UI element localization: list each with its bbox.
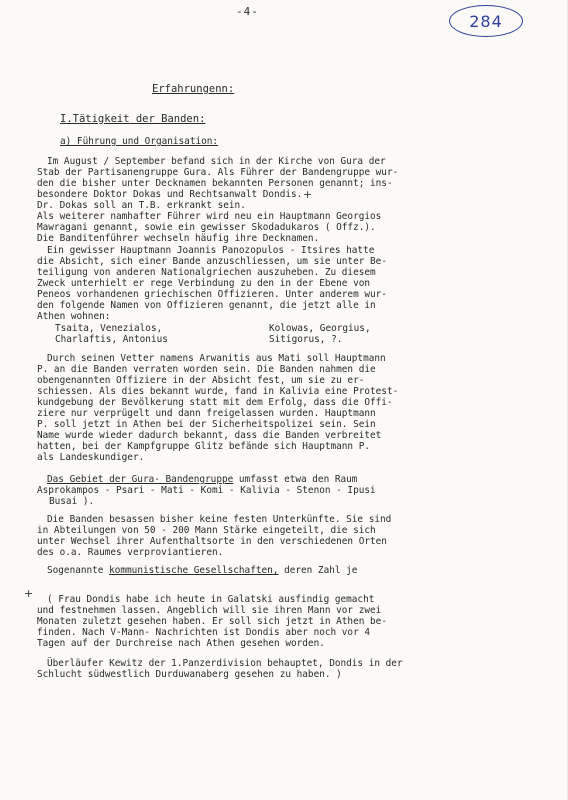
text-line: Stab der Partisanengruppe Gura. Als Führer der Bandengruppe wur- xyxy=(37,167,399,178)
handwritten-cross-mark: + xyxy=(24,587,34,600)
stamp-number-text: 284 xyxy=(469,11,503,31)
text-line: ( Frau Dondis habe ich heute in Galatski ausfindig gemacht xyxy=(47,594,375,605)
text-line: unter Wechsel ihrer Aufenthaltsorte in den verschiedenen Orten xyxy=(37,536,387,547)
officer-name: Sitigorus, ?. xyxy=(269,334,343,345)
communist-underlined: kommunistische Gesellschaften, xyxy=(109,565,279,576)
paragraph-communist-societies xyxy=(37,565,537,576)
text-line: Die Banden besassen bisher keine festen Unterkünfte. Sie sind xyxy=(47,514,392,525)
text-line: obengenannten Offiziere in der Absicht fest, um sie zu er- xyxy=(37,375,365,386)
text-line: und festnehmen lassen. Angeblich will sie ihren Mann vor zwei xyxy=(37,605,382,616)
document-title: Erfahrungenn: xyxy=(152,83,235,95)
text-line: Als weiterer namhafter Führer wird neu ein Hauptmann Georgios xyxy=(37,211,382,222)
officer-name: Kolowas, Georgius, xyxy=(269,323,371,334)
section-heading: I.Tätigkeit der Banden: xyxy=(60,113,206,125)
paragraph-leadership xyxy=(37,156,537,244)
text-line: die Absicht, sich einer Bande anzuschliessen, um sie unter Be- xyxy=(37,256,387,267)
text-line: P. an die Banden verraten worden sein. Die Banden nahmen die xyxy=(37,364,376,375)
text-line: in Abteilungen von 50 - 200 Mann Stärke eingeteilt, die sich xyxy=(37,525,376,536)
text-line: hatten, bei der Kampfgruppe Glitz befände sich Hauptmann P. xyxy=(37,441,371,452)
text-line xyxy=(37,474,537,485)
text-line: den folgende Namen von Offizieren genannt, die jetzt alle in xyxy=(37,300,376,311)
text-line: kundgebung der Bevölkerung statt mit dem Erfolg, dass die Offi- xyxy=(37,397,393,408)
text-line: Im August / September befand sich in der Kirche von Gura der xyxy=(47,156,386,167)
text-line: Überläufer Kewitz der 1.Panzerdivision behauptet, Dondis in der xyxy=(47,658,403,669)
paragraph-panozopulos xyxy=(37,245,537,322)
communist-suffix: deren Zahl je xyxy=(278,565,358,576)
text-line: besondere Doktor Dokas und Rechtsanwalt Dondis. xyxy=(37,189,303,200)
text-line: Mawragani genannt, sowie ein gewisser Skodadukaros ( Offz.). xyxy=(37,222,376,233)
text-line: Schlucht südwestlich Durduwanaberg gesehen zu haben. ) xyxy=(37,669,342,680)
text-line: Peneos vorhandenen griechischen Offizieren. Unter anderem wur- xyxy=(37,289,387,300)
handwritten-cross-mark: + xyxy=(303,188,313,201)
text-line: teiligung von anderen Nationalgriechen auszuheben. Zu diesem xyxy=(37,267,376,278)
paragraph-betrayal xyxy=(37,353,537,463)
paragraph-quarters xyxy=(37,514,537,558)
text-line: schiessen. Als dies bekannt wurde, fand in Kalivia eine Protest- xyxy=(37,386,399,397)
territory-rest: umfasst etwa den Raum xyxy=(233,474,358,485)
text-line: Monaten zuletzt gesehen haben. Er soll sich jetzt in Athen be- xyxy=(37,616,387,627)
text-line: Zweck unterhielt er rege Verbindung zu den in der Ebene von xyxy=(37,278,371,289)
text-line: ziere nur verprügelt und dann freigelassen wurden. Hauptmann xyxy=(37,408,376,419)
officer-name: Tsaita, Venezialos, xyxy=(55,323,163,334)
archive-stamp-number xyxy=(449,5,523,37)
page-number: -4- xyxy=(236,5,259,18)
paragraph-territory xyxy=(37,474,537,507)
text-line: Ein gewisser Hauptmann Joannis Panozopulos - Itsires hatte xyxy=(47,245,375,256)
paragraph-kewitz xyxy=(37,658,537,680)
text-line: Busai ). xyxy=(49,496,95,507)
text-line: Dr. Dokas soll an T.B. erkrankt sein. xyxy=(37,200,246,211)
text-line: des o.a. Raumes verproviantieren. xyxy=(37,547,224,558)
paragraph-frau-dondis xyxy=(37,594,537,649)
text-line: Tagen auf der Durchreise nach Athen gesehen worden. xyxy=(37,638,325,649)
text-line xyxy=(37,565,537,576)
officer-name: Charlaftis, Antonius xyxy=(55,334,168,345)
text-line: Name wurde wieder dadurch bekannt, dass die Banden verbreitet xyxy=(37,430,382,441)
text-line: finden. Nach V-Mann- Nachrichten ist Dondis aber noch vor 4 xyxy=(37,627,371,638)
territory-underlined: Das Gebiet der Gura- Bandengruppe xyxy=(47,474,234,485)
text-line: P. soll jetzt in Athen bei der Sicherheitspolizei sein. Sein xyxy=(37,419,376,430)
communist-prefix: Sogenannte xyxy=(47,565,110,576)
text-line: als Landeskundiger. xyxy=(37,452,145,463)
text-line: den die bisher unter Decknamen bekannten Personen genannt; ins- xyxy=(37,178,393,189)
text-line: Die Banditenführer wechseln häufig ihre Decknamen. xyxy=(37,233,320,244)
text-line: Asprokampos - Psari - Mati - Komi - Kalivia - Stenon - Ipusi xyxy=(37,485,376,496)
subsection-heading: a) Führung und Organisation: xyxy=(60,136,219,147)
text-line: Durch seinen Vetter namens Arwanitis aus Mati soll Hauptmann xyxy=(47,353,386,364)
text-line: Athen wohnen: xyxy=(37,311,111,322)
